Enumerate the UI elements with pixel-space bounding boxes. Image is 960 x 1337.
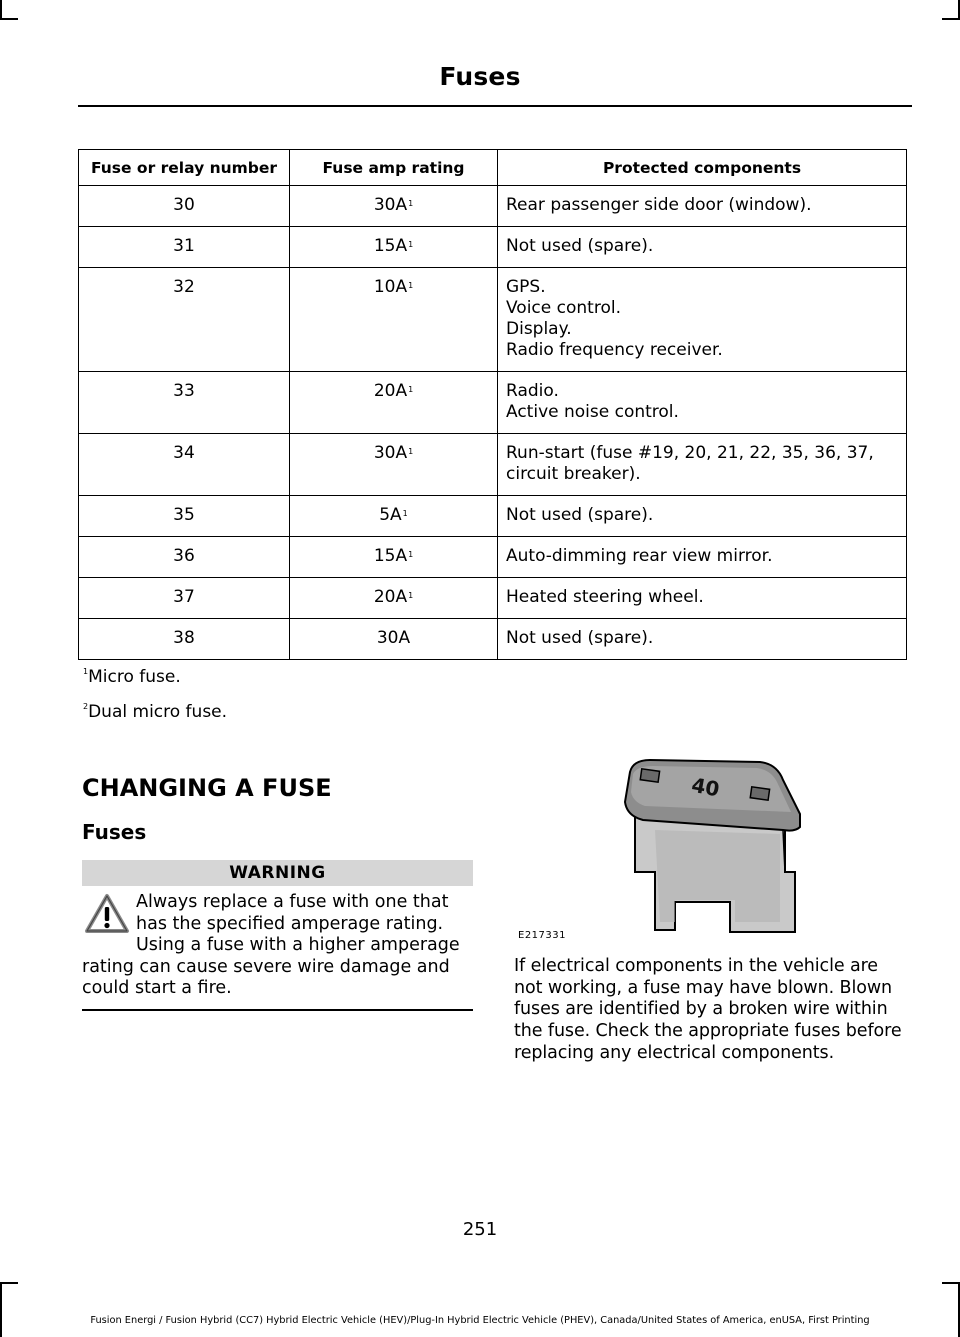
table-row	[79, 537, 907, 578]
fuse-number-cell: 36	[79, 537, 290, 578]
amp-rating-value: 15A	[373, 236, 408, 256]
amp-rating-cell	[290, 268, 498, 372]
amp-rating-value: 20A	[373, 381, 408, 401]
crop-mark	[942, 18, 960, 20]
component-line: Display.	[506, 319, 572, 339]
amp-rating-cell	[290, 186, 498, 227]
footnote-mark: 2	[83, 702, 89, 711]
column-header-amp-rating: Fuse amp rating	[290, 150, 498, 186]
footnote-reference: 1	[408, 447, 414, 456]
fuse-number-cell: 38	[79, 619, 290, 660]
warning-text-block	[82, 892, 476, 1000]
component-line: Radio frequency receiver.	[506, 340, 723, 360]
table-row	[79, 434, 907, 496]
fuse-number-cell: 35	[79, 496, 290, 537]
warning-divider	[82, 1009, 473, 1011]
crop-mark	[0, 1284, 2, 1337]
protected-components-cell	[498, 578, 907, 619]
component-line: Active noise control.	[506, 402, 679, 422]
component-line: Radio.	[506, 381, 559, 401]
sub-heading: Fuses	[82, 820, 147, 844]
protected-components-cell	[498, 372, 907, 434]
fuse-illustration	[515, 752, 905, 948]
component-line: Run-start (fuse #19, 20, 21, 22, 35, 36, 37,	[506, 443, 874, 463]
amp-rating-value: 30A	[373, 443, 408, 463]
amp-rating-value: 5A	[379, 505, 402, 525]
warning-text: Always replace a fuse with one that has the specified amperage rating. Using a fuse with a higher amperage rating can cause severe wire damage and could start a fire.	[82, 892, 460, 999]
protected-components-cell	[498, 434, 907, 496]
column-header-fuse-number: Fuse or relay number	[79, 150, 290, 186]
fuse-number-cell: 32	[79, 268, 290, 372]
protected-components-cell	[498, 268, 907, 372]
section-heading: CHANGING A FUSE	[82, 774, 332, 802]
footnote-reference: 1	[408, 385, 414, 394]
footnote-reference: 1	[408, 199, 414, 208]
warning-label: WARNING	[82, 860, 473, 886]
amp-rating-value: 10A	[373, 277, 408, 297]
component-line: GPS.	[506, 277, 546, 297]
amp-rating-cell	[290, 227, 498, 268]
amp-rating-value: 20A	[373, 587, 408, 607]
footnote-mark: 1	[83, 667, 89, 676]
component-line: Heated steering wheel.	[506, 587, 704, 607]
footnote-reference: 1	[408, 240, 414, 249]
component-line: Not used (spare).	[506, 505, 654, 525]
page-title: Fuses	[439, 62, 521, 91]
component-line: circuit breaker).	[506, 464, 641, 484]
body-paragraph: If electrical components in the vehicle are not working, a fuse may have blown. Blown fuses are identified by a broken wire within the fuse. Check the appropriate fuses before replacing any electrical components.	[514, 956, 902, 1063]
fuse-marking: 40	[689, 772, 722, 802]
crop-mark	[0, 18, 18, 20]
fuse-number-cell: 30	[79, 186, 290, 227]
component-line: Auto-dimming rear view mirror.	[506, 546, 773, 566]
footnote-reference: 1	[408, 281, 414, 290]
amp-rating-cell	[290, 496, 498, 537]
amp-rating-cell	[290, 537, 498, 578]
fuse-number-cell: 37	[79, 578, 290, 619]
footnote-micro-fuse	[82, 667, 181, 687]
amp-rating-value: 15A	[373, 546, 408, 566]
title-rule	[78, 105, 912, 107]
column-header-components: Protected components	[498, 150, 907, 186]
footnote-reference: 1	[408, 591, 414, 600]
component-line: Voice control.	[506, 298, 621, 318]
protected-components-cell	[498, 227, 907, 268]
footnote-text: Micro fuse.	[88, 667, 181, 687]
fuse-table	[78, 149, 907, 660]
protected-components-cell	[498, 186, 907, 227]
component-line: Not used (spare).	[506, 628, 654, 648]
table-row	[79, 578, 907, 619]
table-row	[79, 268, 907, 372]
amp-rating-value: 30A	[373, 195, 408, 215]
amp-rating-cell	[290, 372, 498, 434]
fuse-number-cell: 33	[79, 372, 290, 434]
table-row	[79, 619, 907, 660]
footnote-text: Dual micro fuse.	[88, 702, 228, 722]
footnote-dual-micro-fuse	[82, 702, 227, 722]
footer-text: Fusion Energi / Fusion Hybrid (CC7) Hybrid Electric Vehicle (HEV)/Plug-In Hybrid Electric Vehicle (PHEV), Canada/United States of America, enUSA, First Printing	[90, 1315, 870, 1326]
table-row	[79, 227, 907, 268]
crop-mark	[0, 0, 2, 18]
protected-components-cell	[498, 496, 907, 537]
component-line: Rear passenger side door (window).	[506, 195, 812, 215]
fuse-number-cell: 34	[79, 434, 290, 496]
footnote-reference: 1	[402, 509, 408, 518]
amp-rating-cell	[290, 619, 498, 660]
component-line: Not used (spare).	[506, 236, 654, 256]
table-row	[79, 372, 907, 434]
fuse-number-cell: 31	[79, 227, 290, 268]
footnote-reference: 1	[408, 550, 414, 559]
amp-rating-value: 30A	[376, 628, 411, 648]
amp-rating-cell	[290, 434, 498, 496]
amp-rating-cell	[290, 578, 498, 619]
protected-components-cell	[498, 619, 907, 660]
page-number: 251	[462, 1219, 498, 1240]
figure-code: E217331	[518, 930, 566, 941]
table-header-row	[79, 150, 907, 186]
protected-components-cell	[498, 537, 907, 578]
crop-mark	[0, 1282, 18, 1284]
table-row	[79, 496, 907, 537]
table-row	[79, 186, 907, 227]
